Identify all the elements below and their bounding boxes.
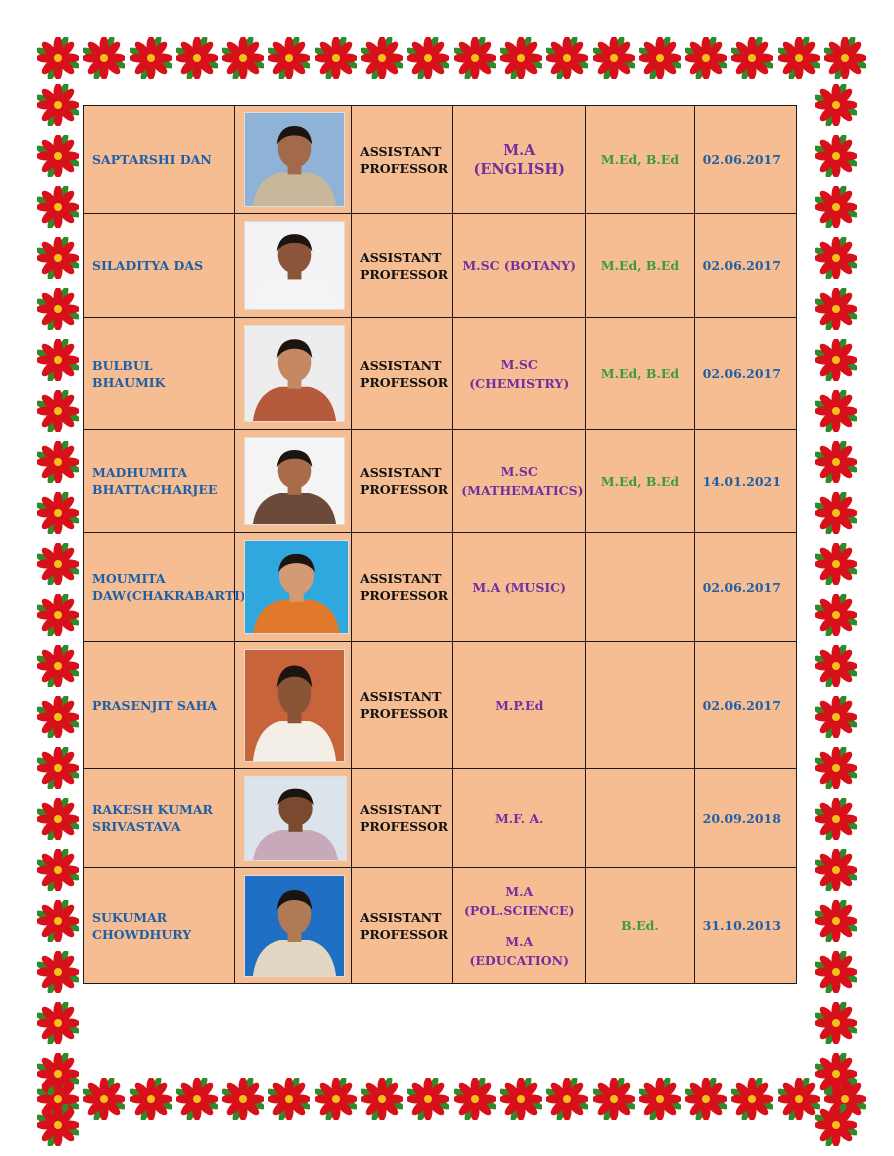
staff-designation: ASSISTANT PROFESSOR <box>352 106 453 214</box>
poinsettia-icon <box>315 1078 357 1124</box>
poinsettia-icon <box>815 951 857 997</box>
poinsettia-icon <box>815 237 857 283</box>
decorative-border-left <box>37 84 79 1074</box>
staff-photo-cell <box>235 430 352 533</box>
decorative-border-right <box>815 84 857 1074</box>
poinsettia-icon <box>778 37 820 83</box>
staff-photo-cell <box>235 868 352 984</box>
staff-photo-cell <box>235 106 352 214</box>
staff-designation: ASSISTANT PROFESSOR <box>352 868 453 984</box>
staff-photo <box>244 325 345 422</box>
poinsettia-icon <box>639 37 681 83</box>
poinsettia-icon <box>815 492 857 538</box>
poinsettia-icon <box>815 1002 857 1048</box>
poinsettia-icon <box>37 747 79 793</box>
staff-table <box>83 105 797 984</box>
qualification-line: M.F. A. <box>494 810 544 826</box>
poinsettia-icon <box>815 594 857 640</box>
poinsettia-icon <box>37 594 79 640</box>
staff-photo <box>244 221 345 310</box>
poinsettia-icon <box>815 186 857 232</box>
qualification-line: (CHEMISTRY) <box>469 375 570 391</box>
poinsettia-icon <box>37 951 79 997</box>
qualification-line: M.A <box>505 933 534 949</box>
staff-professional-qualification: M.Ed, B.Ed <box>586 214 694 318</box>
staff-photo <box>244 540 349 634</box>
poinsettia-icon <box>593 37 635 83</box>
poinsettia-icon <box>176 37 218 83</box>
table-row <box>84 642 797 769</box>
qualification-line: M.SC (BOTANY) <box>462 258 577 273</box>
poinsettia-icon <box>37 441 79 487</box>
staff-professional-qualification: M.Ed, B.Ed <box>586 430 694 533</box>
poinsettia-icon <box>815 1053 857 1099</box>
poinsettia-icon <box>37 696 79 742</box>
poinsettia-icon <box>815 798 857 844</box>
staff-photo <box>244 112 345 207</box>
table-row <box>84 533 797 642</box>
poinsettia-icon <box>37 135 79 181</box>
poinsettia-icon <box>222 37 264 83</box>
poinsettia-icon <box>815 849 857 895</box>
table-row <box>84 769 797 868</box>
poinsettia-icon <box>130 37 172 83</box>
poinsettia-icon <box>37 849 79 895</box>
staff-qualification <box>453 642 586 769</box>
poinsettia-icon <box>37 492 79 538</box>
qualification-line: M.P.Ed <box>495 697 544 713</box>
qualification-line: M.SC <box>500 464 538 479</box>
staff-name: PRASENJIT SAHA <box>84 642 235 769</box>
staff-designation: ASSISTANT PROFESSOR <box>352 318 453 430</box>
poinsettia-icon <box>83 1078 125 1124</box>
staff-name: SILADITYA DAS <box>84 214 235 318</box>
staff-joining-date: 02.06.2017 <box>694 318 796 430</box>
poinsettia-icon <box>37 237 79 283</box>
staff-name: SAPTARSHI DAN <box>84 106 235 214</box>
poinsettia-icon <box>37 1002 79 1048</box>
poinsettia-icon <box>500 37 542 83</box>
poinsettia-icon <box>546 1078 588 1124</box>
poinsettia-icon <box>815 900 857 946</box>
table-row <box>84 214 797 318</box>
qualification-line: (POL.SCIENCE) <box>463 902 575 918</box>
staff-name: BULBUL BHAUMIK <box>84 318 235 430</box>
staff-designation: ASSISTANT PROFESSOR <box>352 533 453 642</box>
qualification-line: M.A <box>503 141 536 159</box>
poinsettia-icon <box>37 645 79 691</box>
poinsettia-icon <box>546 37 588 83</box>
poinsettia-icon <box>37 390 79 436</box>
staff-designation: ASSISTANT PROFESSOR <box>352 642 453 769</box>
poinsettia-icon <box>454 1078 496 1124</box>
staff-professional-qualification: B.Ed. <box>586 868 694 984</box>
table-row <box>84 430 797 533</box>
staff-photo-cell <box>235 214 352 318</box>
poinsettia-icon <box>37 798 79 844</box>
poinsettia-icon <box>222 1078 264 1124</box>
poinsettia-icon <box>815 441 857 487</box>
staff-joining-date: 02.06.2017 <box>694 642 796 769</box>
staff-joining-date: 02.06.2017 <box>694 214 796 318</box>
poinsettia-icon <box>731 1078 773 1124</box>
qualification-line: M.SC <box>500 356 538 372</box>
poinsettia-icon <box>407 1078 449 1124</box>
staff-joining-date: 20.09.2018 <box>694 769 796 868</box>
poinsettia-icon <box>815 339 857 385</box>
poinsettia-icon <box>593 1078 635 1124</box>
poinsettia-icon <box>685 1078 727 1124</box>
staff-photo-cell <box>235 318 352 430</box>
staff-joining-date: 14.01.2021 <box>694 430 796 533</box>
staff-photo <box>244 875 345 977</box>
staff-designation: ASSISTANT PROFESSOR <box>352 769 453 868</box>
poinsettia-icon <box>37 900 79 946</box>
staff-photo-cell <box>235 642 352 769</box>
staff-professional-qualification <box>586 769 694 868</box>
poinsettia-icon <box>815 84 857 130</box>
staff-joining-date: 31.10.2013 <box>694 868 796 984</box>
qualification-line: (EDUCATION) <box>469 952 570 968</box>
poinsettia-icon <box>824 37 866 83</box>
staff-name: SUKUMAR CHOWDHURY <box>84 868 235 984</box>
staff-professional-qualification: M.Ed, B.Ed <box>586 106 694 214</box>
poinsettia-icon <box>37 84 79 130</box>
poinsettia-icon <box>639 1078 681 1124</box>
staff-photo <box>244 776 347 861</box>
poinsettia-icon <box>37 1104 79 1150</box>
decorative-border-bottom <box>37 1078 859 1124</box>
staff-designation: ASSISTANT PROFESSOR <box>352 214 453 318</box>
poinsettia-icon <box>361 1078 403 1124</box>
poinsettia-icon <box>500 1078 542 1124</box>
poinsettia-icon <box>37 288 79 334</box>
poinsettia-icon <box>37 186 79 232</box>
staff-qualification <box>453 868 586 984</box>
poinsettia-icon <box>130 1078 172 1124</box>
poinsettia-icon <box>815 1104 857 1150</box>
staff-qualification <box>453 106 586 214</box>
staff-joining-date: 02.06.2017 <box>694 533 796 642</box>
poinsettia-icon <box>815 543 857 589</box>
staff-qualification <box>453 533 586 642</box>
staff-joining-date: 02.06.2017 <box>694 106 796 214</box>
table-row <box>84 106 797 214</box>
poinsettia-icon <box>815 135 857 181</box>
poinsettia-icon <box>815 645 857 691</box>
staff-professional-qualification <box>586 533 694 642</box>
staff-photo-cell <box>235 533 352 642</box>
staff-photo-cell <box>235 769 352 868</box>
poinsettia-icon <box>268 1078 310 1124</box>
qualification-spacer <box>461 920 577 932</box>
poinsettia-icon <box>685 37 727 83</box>
poinsettia-icon <box>815 288 857 334</box>
qualification-line: (ENGLISH) <box>473 160 566 178</box>
poinsettia-icon <box>37 1053 79 1099</box>
table-row <box>84 318 797 430</box>
poinsettia-icon <box>815 696 857 742</box>
staff-qualification <box>453 430 586 533</box>
staff-designation: ASSISTANT PROFESSOR <box>352 430 453 533</box>
poinsettia-icon <box>37 543 79 589</box>
decorative-border-top <box>37 37 859 83</box>
qualification-line: (MATHEMATICS) <box>461 483 584 498</box>
qualification-line: M.A (MUSIC) <box>472 579 567 595</box>
poinsettia-icon <box>315 37 357 83</box>
poinsettia-icon <box>37 339 79 385</box>
poinsettia-icon <box>37 37 79 83</box>
staff-qualification <box>453 318 586 430</box>
poinsettia-icon <box>176 1078 218 1124</box>
table-row <box>84 868 797 984</box>
staff-photo <box>244 649 345 762</box>
poinsettia-icon <box>815 747 857 793</box>
poinsettia-icon <box>778 1078 820 1124</box>
poinsettia-icon <box>407 37 449 83</box>
staff-professional-qualification <box>586 642 694 769</box>
staff-name: MADHUMITA BHATTACHARJEE <box>84 430 235 533</box>
poinsettia-icon <box>454 37 496 83</box>
poinsettia-icon <box>731 37 773 83</box>
poinsettia-icon <box>361 37 403 83</box>
staff-name: RAKESH KUMAR SRIVASTAVA <box>84 769 235 868</box>
poinsettia-icon <box>268 37 310 83</box>
staff-qualification <box>453 214 586 318</box>
poinsettia-icon <box>83 37 125 83</box>
poinsettia-icon <box>815 390 857 436</box>
staff-professional-qualification: M.Ed, B.Ed <box>586 318 694 430</box>
qualification-line: M.A <box>505 883 534 899</box>
staff-photo <box>244 437 345 525</box>
staff-qualification <box>453 769 586 868</box>
staff-name: MOUMITA DAW(CHAKRABARTI) <box>84 533 235 642</box>
